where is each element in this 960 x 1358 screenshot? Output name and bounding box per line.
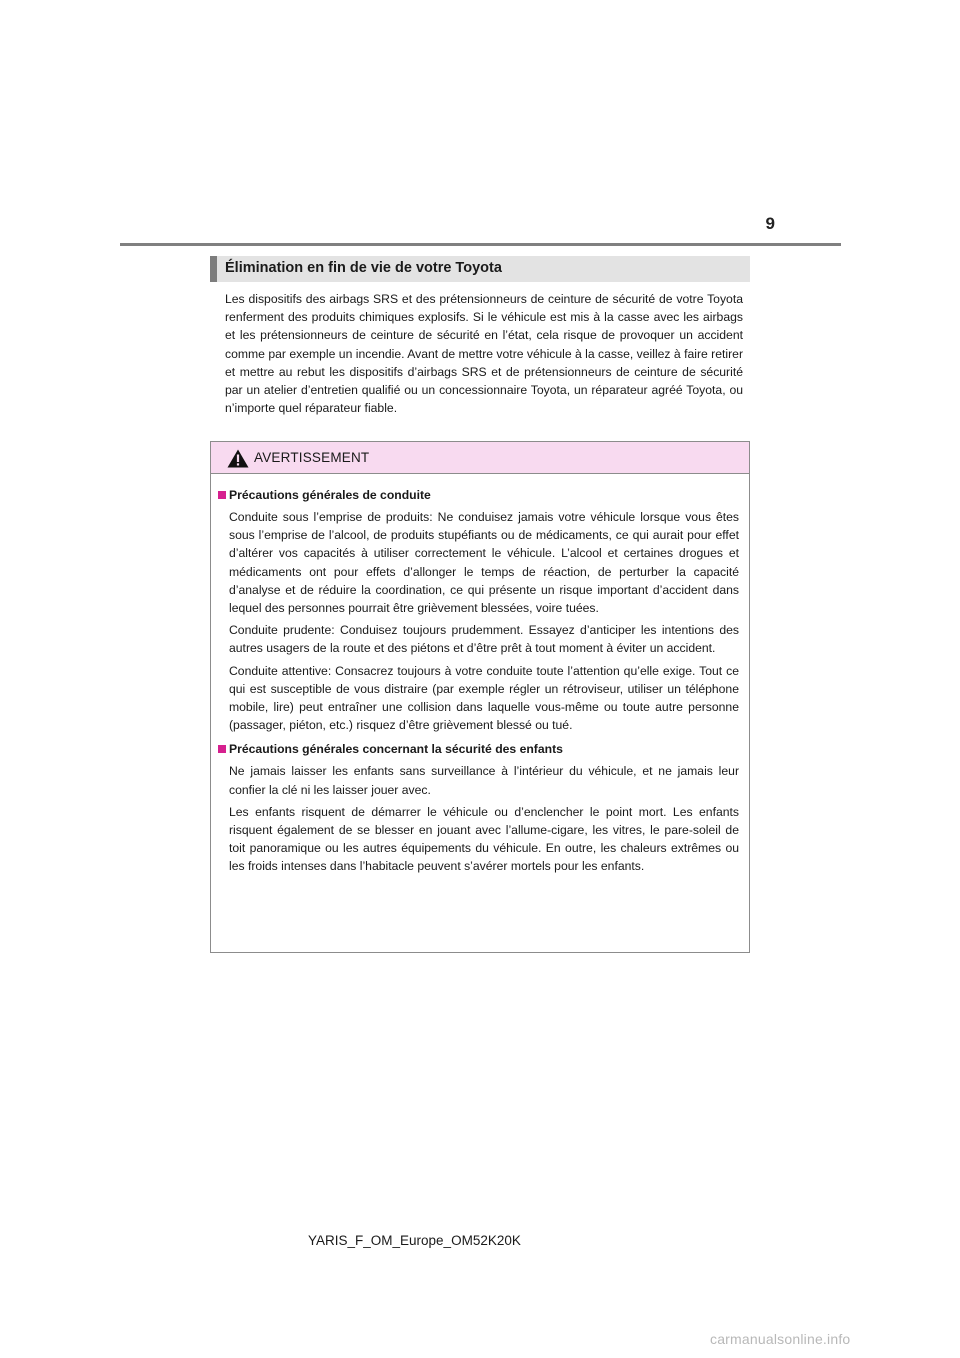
warning-triangle-icon	[227, 449, 249, 468]
warning-header	[211, 442, 749, 474]
child-safety-heading	[218, 740, 739, 758]
pink-square-bullet-icon	[218, 745, 226, 753]
warning-paragraph-children-risks: Les enfants risquent de démarrer le véhicule ou d’enclencher le point mort. Les enfants risquent également de se blesser en jouant avec l’allume-cigare, les vitres, le pare-soleil de toit panoramique ou les autres équipements du véhicule. En outre, les chaleurs extrêmes ou les froids intenses dans l’habitacle peuvent s’avérer mortels pour les enfants.	[229, 804, 739, 874]
warning-paragraph-careful-driving: Conduite prudente: Conduisez toujours prudemment. Essayez d’anticiper les intentions des autres usagers de la route et des piétons et d’être prêt à tout moment à éviter un accident.	[229, 623, 739, 656]
warning-paragraph-attentive-driving: Conduite attentive: Consacrez toujours à votre conduite toute l’attention qu’elle exige. Tout ce qui est susceptible de vous distraire (par exemple régler un rétroviseur, utiliser un téléphone mobile, lire) peut entraîner une collision dans laquelle vous-même ou toute autre personne (passager, piéton, etc.) risquez d’être grièvement blessé ou tué.	[229, 663, 739, 733]
section-heading	[210, 256, 750, 282]
watermark-text: carmanualsonline.info	[710, 1331, 851, 1347]
pink-square-bullet-icon	[218, 491, 226, 499]
warning-title: AVERTISSEMENT	[254, 450, 370, 465]
warning-box	[210, 441, 750, 953]
driving-precautions-title: Précautions générales de conduite	[229, 488, 431, 502]
top-rule-divider	[120, 243, 841, 246]
driving-precautions-heading	[218, 486, 739, 504]
warning-paragraph-impaired-driving: Conduite sous l’emprise de produits: Ne conduisez jamais votre véhicule lorsque vous êtes sous l’emprise de l’alcool, de produits stupéfiants ou de médicaments, ce qui aurait pour effet d’altérer vos capacités à utiliser correctement le véhicule. L’alcool et certaines drogues et médicaments ont pour effets d’allonger le temps de réaction, de perturber la capacité d’analyse et de réduire la coordination, ce qui présente un risque important d’accident dans lequel des personnes pourrait être grièvement blessées, voire tuées.	[229, 510, 739, 616]
footer-document-code: YARIS_F_OM_Europe_OM52K20K	[308, 1233, 521, 1248]
page-number: 9	[765, 214, 775, 233]
intro-paragraph: Les dispositifs des airbags SRS et des prétensionneurs de ceinture de sécurité de votre Toyota renferment des produits chimiques explosifs. Si le véhicule est mis à la casse avec les airbags et les prétensionneurs de ceinture de sécurité en l’état, cela risque de provoquer un accident comme par exemple un incendie. Avant de mettre votre véhicule à la casse, veillez à faire retirer et mettre au rebut les dispositifs d’airbags SRS et de prétensionneurs de ceinture de sécurité par un atelier d’entretien qualifié ou un concessionnaire Toyota, un réparateur agréé Toyota, ou n’importe quel réparateur fiable.	[225, 292, 743, 416]
warning-paragraph-unattended-children: Ne jamais laisser les enfants sans surveillance à l’intérieur du véhicule, et ne jamais leur confier la clé ni les laisser jouer avec.	[229, 764, 739, 797]
section-title: Élimination en fin de vie de votre Toyota	[225, 260, 502, 276]
warning-body	[211, 474, 749, 876]
child-safety-title: Précautions générales concernant la sécurité des enfants	[229, 742, 563, 757]
